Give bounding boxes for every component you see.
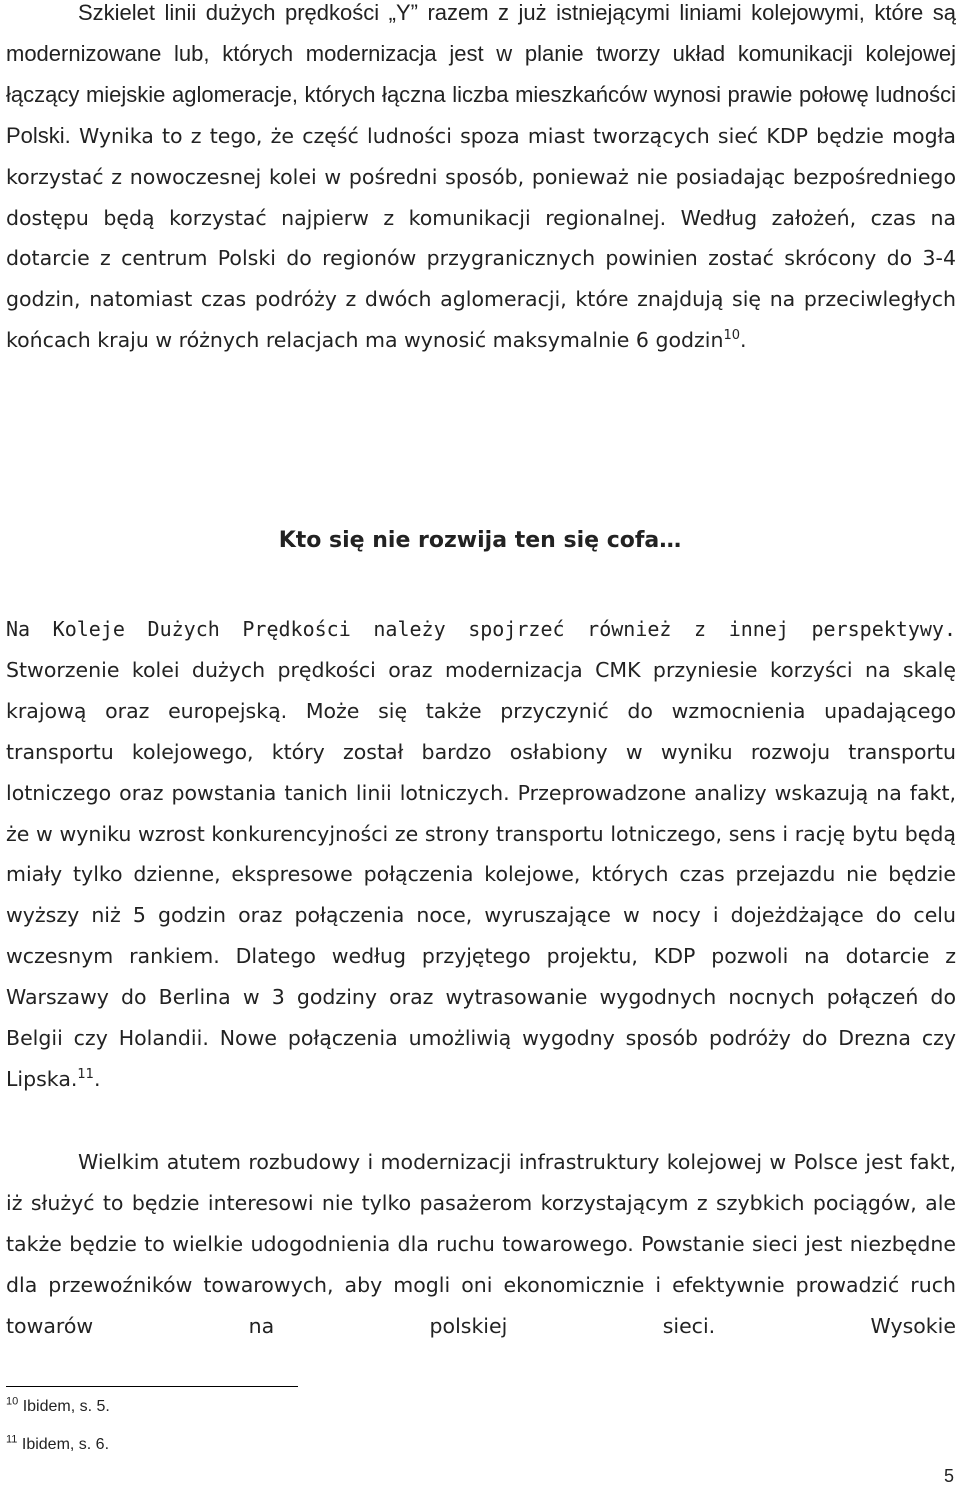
paragraph-perspective: [6, 609, 956, 1100]
page-number: 5: [943, 1466, 954, 1486]
footnote-text: Ibidem, s. 5.: [18, 1398, 110, 1415]
footnote-number: 10: [6, 1395, 19, 1408]
paragraph-freight: Wielkim atutem rozbudowy i modernizacji infrastruktury kolejowej w Polsce jest fakt, iż służyć to będzie interesowi nie tylko pasażerom korzystającym z szybkich pociągów, ale także będzie to wielkie udogodnienia dla ruchu towarowego. Powstanie sieci jest niezbędne dla przewoźników towarowych, aby mogli oni ekonomicznie i efektywnie prowadzić ruch towarów na polskiej sieci. Wysokie: [6, 1150, 956, 1338]
paragraph-perspective-body: Stworzenie kolei dużych prędkości oraz modernizacja CMK przyniesie korzyści na skalę krajową oraz europejską. Może się także przyczynić do wzmocnienia upadającego transportu kolejowego, który został bardzo osłabiony w wyniku rozwoju transportu lotniczego oraz powstania tanich linii lotniczych. Przeprowadzone analizy wskazują na fakt, że w wyniku wzrost konkurencyjności ze strony transportu lotniczego, sens i rację bytu będą miały tylko dzienne, ekspresowe połączenia kolejowe, których czas przejazdu nie będzie wyższy niż 5 godzin oraz połączenia noce, wyruszające w nocy i dojeżdżające do celu wczesnym rankiem. Dlatego według przyjętego projektu, KDP pozwoli na dotarcie z Warszawy do Berlina w 3 godziny oraz wytrasowanie wygodnych nocnych połączeń do Belgii czy Holandii. Nowe połączenia umożliwią wygodny sposób podróży do Drezna czy Lipska.: [6, 657, 956, 1091]
footnote-separator: [6, 1386, 298, 1387]
footnote-10: [6, 1395, 110, 1416]
paragraph-intro: [6, 0, 956, 361]
footnote-text: Ibidem, s. 6.: [17, 1436, 110, 1453]
paragraph-perspective-lead: Na Koleje Dużych Prędkości należy spojrzeć również z innej perspektywy.: [6, 617, 956, 641]
paragraph-intro-part-c: Według założeń, czas na dotarcie z centrum Polski do regionów przygranicznych powinien zostać skrócony do 3-4 godzin, natomiast czas podróży z dwóch aglomeracji, które znajdują się na przeciwległych końcach kraju w różnych relacjach ma wynosić maksymalnie 6 godzin: [6, 205, 957, 353]
footnote-number: 11: [6, 1433, 18, 1446]
footnote-ref-10[interactable]: 10: [723, 328, 741, 344]
footnote-ref-11[interactable]: 11: [77, 1067, 94, 1083]
footnote-11: [6, 1433, 110, 1454]
paragraph-intro-end: .: [740, 328, 747, 353]
section-heading: Kto się nie rozwija ten się cofa…: [278, 528, 682, 553]
paragraph-perspective-end: .: [93, 1066, 101, 1091]
paragraph-intro-part-a: Szkielet linii dużych prędkości „Y” razem z już istniejącymi liniami kolejowymi, które są modernizowane lub, których modernizacja jest w planie tworzy układ komunikacji kolejowej łączący miejskie aglomeracje, których łączna liczba mieszkańców wynosi prawie połowę ludności Polski.: [6, 0, 956, 148]
paragraph-intro-part-b: Wynika to z tego, że część ludności spoza miast tworzących sieć KDP będzie mogła korzystać z nowoczesnej kolei w pośredni sposób, ponieważ nie posiadając bezpośredniego dostępu będą korzystać najpierw z komunikacji regionalnej.: [6, 123, 956, 230]
